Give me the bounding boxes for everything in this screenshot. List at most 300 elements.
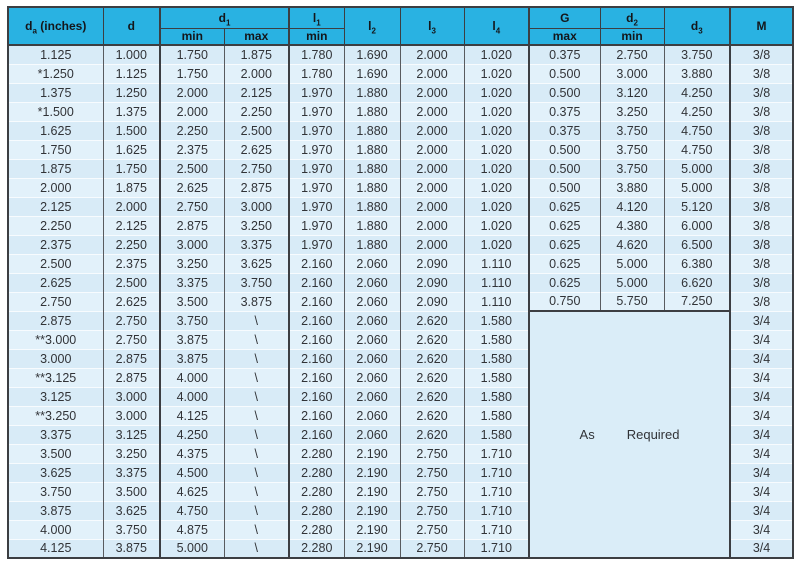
table-cell: 1.970 [289, 140, 344, 159]
table-cell: 2.190 [344, 520, 400, 539]
table-cell: \ [224, 501, 289, 520]
table-cell: 2.375 [160, 140, 224, 159]
table-cell: 2.000 [8, 178, 103, 197]
table-cell: 2.620 [400, 330, 464, 349]
table-cell: 3.375 [160, 273, 224, 292]
table-cell: 0.625 [529, 197, 600, 216]
table-cell: 1.970 [289, 121, 344, 140]
table-cell: 1.880 [344, 140, 400, 159]
table-cell: 3.750 [160, 311, 224, 330]
table-cell: 3/8 [730, 235, 793, 254]
table-cell: 3/8 [730, 178, 793, 197]
table-cell: 1.020 [464, 121, 529, 140]
table-cell: 1.110 [464, 254, 529, 273]
table-cell: 2.090 [400, 292, 464, 311]
table-cell: 3/4 [730, 330, 793, 349]
table-cell: 0.625 [529, 254, 600, 273]
table-cell: 1.110 [464, 292, 529, 311]
table-cell: 2.875 [224, 178, 289, 197]
table-cell: \ [224, 330, 289, 349]
table-cell: 2.125 [8, 197, 103, 216]
table-row [8, 273, 793, 292]
table-cell: 2.060 [344, 254, 400, 273]
table-cell: 2.280 [289, 482, 344, 501]
table-cell: 1.020 [464, 197, 529, 216]
table-cell: 1.020 [464, 235, 529, 254]
table-cell: 5.000 [600, 273, 664, 292]
table-cell: 2.750 [600, 45, 664, 64]
table-cell: 2.000 [400, 159, 464, 178]
table-cell: 3/4 [730, 387, 793, 406]
table-cell: 1.580 [464, 406, 529, 425]
table-cell: 1.625 [8, 121, 103, 140]
table-cell: 1.580 [464, 368, 529, 387]
table-cell: 3.625 [224, 254, 289, 273]
table-cell: 4.620 [600, 235, 664, 254]
table-cell: 2.060 [344, 311, 400, 330]
table-cell: 2.375 [103, 254, 160, 273]
table-row [8, 197, 793, 216]
table-cell: 2.750 [224, 159, 289, 178]
table-cell: 3.750 [224, 273, 289, 292]
table-cell: 2.060 [344, 368, 400, 387]
table-cell: 2.620 [400, 349, 464, 368]
table-cell: 3/8 [730, 83, 793, 102]
table-cell: 2.000 [400, 83, 464, 102]
table-cell: 3.875 [224, 292, 289, 311]
table-cell: 2.500 [103, 273, 160, 292]
table-cell: 1.880 [344, 102, 400, 121]
table-cell: 3.375 [224, 235, 289, 254]
table-cell: 1.020 [464, 45, 529, 64]
as-required-word-1: As [579, 427, 595, 442]
table-cell: 2.000 [160, 102, 224, 121]
table-cell: 1.020 [464, 159, 529, 178]
table-cell: 2.190 [344, 463, 400, 482]
table-cell: 4.000 [160, 387, 224, 406]
table-cell: 2.250 [160, 121, 224, 140]
table-cell: 2.625 [103, 292, 160, 311]
table-cell: 5.750 [600, 292, 664, 311]
table-cell: 3/8 [730, 197, 793, 216]
table-cell: 1.375 [103, 102, 160, 121]
table-cell: 3.250 [600, 102, 664, 121]
table-cell: 0.750 [529, 292, 600, 311]
table-cell: 6.500 [664, 235, 730, 254]
table-row [8, 159, 793, 178]
table-cell: 1.110 [464, 273, 529, 292]
table-cell: 0.375 [529, 102, 600, 121]
table-cell: 3.875 [160, 349, 224, 368]
table-cell: 1.970 [289, 197, 344, 216]
table-cell: 3/4 [730, 444, 793, 463]
subheader-d2-min: min [600, 28, 664, 45]
table-cell: 2.060 [344, 387, 400, 406]
table-cell: 2.250 [8, 216, 103, 235]
col-header-M: M [730, 7, 793, 45]
table-cell: 3/8 [730, 292, 793, 311]
spec-table-frame [7, 6, 794, 559]
table-cell: 3.375 [103, 463, 160, 482]
table-cell: 2.190 [344, 482, 400, 501]
table-cell: 3.500 [8, 444, 103, 463]
table-cell: 2.875 [160, 216, 224, 235]
col-header-d3: $d_3$ [664, 7, 730, 45]
table-cell: 1.880 [344, 83, 400, 102]
table-cell: 3.125 [8, 387, 103, 406]
table-row [8, 102, 793, 121]
table-cell: 2.000 [400, 45, 464, 64]
table-cell: 1.750 [103, 159, 160, 178]
table-cell: *1.500 [8, 102, 103, 121]
table-cell: 1.875 [103, 178, 160, 197]
table-cell: 1.970 [289, 178, 344, 197]
table-cell: 3/4 [730, 311, 793, 330]
table-row [8, 121, 793, 140]
table-cell: 2.280 [289, 520, 344, 539]
table-cell: 3/8 [730, 45, 793, 64]
table-cell: 2.250 [103, 235, 160, 254]
col-header-da: $d_a$ (inches) [8, 7, 103, 45]
table-cell: 3.000 [600, 64, 664, 83]
table-cell: 3.750 [664, 45, 730, 64]
table-cell: 1.710 [464, 463, 529, 482]
table-cell: 2.000 [400, 235, 464, 254]
table-cell: 0.625 [529, 235, 600, 254]
table-cell: 1.250 [103, 83, 160, 102]
table-cell: 2.750 [103, 330, 160, 349]
table-header [8, 7, 793, 45]
table-cell: 3.750 [600, 159, 664, 178]
table-cell: 6.000 [664, 216, 730, 235]
table-cell: 2.125 [224, 83, 289, 102]
table-cell: 1.580 [464, 387, 529, 406]
table-cell: 2.000 [400, 102, 464, 121]
table-cell: 2.750 [400, 539, 464, 558]
table-cell: 2.620 [400, 368, 464, 387]
table-cell: 0.625 [529, 216, 600, 235]
table-cell: **3.125 [8, 368, 103, 387]
table-cell: 4.250 [664, 83, 730, 102]
table-cell: 1.580 [464, 330, 529, 349]
table-row [8, 64, 793, 83]
table-cell: 1.875 [8, 159, 103, 178]
table-cell: 1.020 [464, 64, 529, 83]
col-header-d: d [103, 7, 160, 45]
table-cell: 1.710 [464, 482, 529, 501]
table-cell: 2.060 [344, 292, 400, 311]
table-cell: 2.000 [400, 121, 464, 140]
table-cell: 2.625 [160, 178, 224, 197]
table-cell: 2.090 [400, 273, 464, 292]
table-cell: 2.160 [289, 311, 344, 330]
table-cell: 2.160 [289, 273, 344, 292]
table-cell: 1.880 [344, 216, 400, 235]
table-cell: 4.750 [664, 121, 730, 140]
table-row [8, 311, 793, 330]
table-cell: 3/4 [730, 425, 793, 444]
col-header-l1: $l_1$ [289, 7, 344, 28]
table-cell: 1.020 [464, 216, 529, 235]
table-cell: 2.160 [289, 292, 344, 311]
table-cell: 4.125 [160, 406, 224, 425]
table-row [8, 216, 793, 235]
table-cell: 3.880 [600, 178, 664, 197]
table-cell: 4.000 [8, 520, 103, 539]
table-cell: 2.160 [289, 387, 344, 406]
table-cell: 3.625 [103, 501, 160, 520]
table-cell: **3.000 [8, 330, 103, 349]
table-cell: 2.625 [224, 140, 289, 159]
table-cell: 3.875 [103, 539, 160, 558]
table-row [8, 83, 793, 102]
table-cell: 6.380 [664, 254, 730, 273]
table-cell: 3.120 [600, 83, 664, 102]
subheader-G-max: max [529, 28, 600, 45]
table-row [8, 235, 793, 254]
table-cell: 2.875 [8, 311, 103, 330]
table-cell: 2.160 [289, 349, 344, 368]
table-cell: 0.625 [529, 273, 600, 292]
table-cell: 2.060 [344, 273, 400, 292]
table-cell: 2.620 [400, 387, 464, 406]
table-cell: 4.250 [664, 102, 730, 121]
table-cell: \ [224, 349, 289, 368]
col-header-l3: $l_3$ [400, 7, 464, 45]
table-cell: 1.880 [344, 121, 400, 140]
table-cell: 2.090 [400, 254, 464, 273]
table-cell: 2.280 [289, 501, 344, 520]
table-cell: 4.875 [160, 520, 224, 539]
table-body [8, 45, 793, 558]
table-cell: 2.875 [103, 349, 160, 368]
table-cell: 3/4 [730, 501, 793, 520]
table-cell: 3.000 [224, 197, 289, 216]
table-cell: 1.020 [464, 178, 529, 197]
table-row [8, 45, 793, 64]
table-cell: 1.880 [344, 197, 400, 216]
table-cell: 1.710 [464, 539, 529, 558]
table-cell: 5.000 [160, 539, 224, 558]
table-row [8, 254, 793, 273]
table-cell: 2.750 [400, 482, 464, 501]
table-cell: 3/8 [730, 140, 793, 159]
table-cell: 4.750 [664, 140, 730, 159]
as-required-cell [529, 311, 730, 558]
table-cell: 2.190 [344, 501, 400, 520]
table-cell: 1.020 [464, 102, 529, 121]
table-cell: 3.000 [8, 349, 103, 368]
table-cell: 2.000 [400, 197, 464, 216]
table-cell: \ [224, 311, 289, 330]
col-header-l4: $l_4$ [464, 7, 529, 45]
table-cell: 2.125 [103, 216, 160, 235]
table-cell: 1.580 [464, 425, 529, 444]
table-cell: 3/4 [730, 368, 793, 387]
table-row [8, 178, 793, 197]
as-required-word-2: Required [626, 427, 680, 442]
table-cell: 3.625 [8, 463, 103, 482]
table-cell: 2.625 [8, 273, 103, 292]
table-cell: \ [224, 425, 289, 444]
table-cell: 2.000 [400, 64, 464, 83]
table-cell: 3.125 [103, 425, 160, 444]
table-cell: 1.690 [344, 45, 400, 64]
table-cell: 1.690 [344, 64, 400, 83]
table-cell: *1.250 [8, 64, 103, 83]
table-cell: 3/8 [730, 121, 793, 140]
table-cell: 3.250 [160, 254, 224, 273]
table-cell: 2.250 [224, 102, 289, 121]
table-cell: 5.000 [664, 178, 730, 197]
table-cell: 1.000 [103, 45, 160, 64]
table-cell: 1.780 [289, 64, 344, 83]
table-cell: 2.000 [103, 197, 160, 216]
table-cell: 2.750 [400, 520, 464, 539]
table-cell: 1.580 [464, 349, 529, 368]
table-cell: 3.250 [224, 216, 289, 235]
table-cell: 3.000 [160, 235, 224, 254]
table-cell: 2.750 [103, 311, 160, 330]
table-cell: 2.620 [400, 311, 464, 330]
subheader-d1-max: max [224, 28, 289, 45]
table-cell: 1.750 [160, 64, 224, 83]
col-header-l2: $l_2$ [344, 7, 400, 45]
table-cell: 2.620 [400, 425, 464, 444]
table-cell: \ [224, 368, 289, 387]
table-cell: 4.375 [160, 444, 224, 463]
table-cell: 1.750 [160, 45, 224, 64]
table-cell: \ [224, 387, 289, 406]
table-cell: 2.000 [160, 83, 224, 102]
table-cell: 1.780 [289, 45, 344, 64]
table-cell: 2.000 [400, 216, 464, 235]
table-cell: 3/4 [730, 539, 793, 558]
table-cell: 1.875 [224, 45, 289, 64]
table-cell: 2.000 [224, 64, 289, 83]
table-cell: 2.160 [289, 254, 344, 273]
col-header-G: G [529, 7, 600, 28]
table-row [8, 140, 793, 159]
table-cell: 3.880 [664, 64, 730, 83]
table-cell: 3.000 [103, 406, 160, 425]
table-cell: 2.280 [289, 539, 344, 558]
table-cell: 4.500 [160, 463, 224, 482]
table-cell: 4.000 [160, 368, 224, 387]
table-cell: 3/8 [730, 216, 793, 235]
table-cell: 1.970 [289, 159, 344, 178]
table-cell: 1.970 [289, 83, 344, 102]
table-cell: 1.020 [464, 140, 529, 159]
col-header-d1: $d_1$ [160, 7, 289, 28]
table-cell: 2.500 [8, 254, 103, 273]
table-cell: 3.250 [103, 444, 160, 463]
table-cell: 3.500 [160, 292, 224, 311]
table-cell: 1.880 [344, 235, 400, 254]
table-cell: \ [224, 463, 289, 482]
table-cell: 1.710 [464, 501, 529, 520]
table-cell: 2.190 [344, 444, 400, 463]
table-cell: 1.710 [464, 520, 529, 539]
table-cell: 2.000 [400, 178, 464, 197]
table-cell: 3.000 [103, 387, 160, 406]
table-cell: 4.125 [8, 539, 103, 558]
table-cell: 2.060 [344, 349, 400, 368]
table-cell: 2.000 [400, 140, 464, 159]
table-cell: 3.750 [600, 121, 664, 140]
table-cell: 2.500 [224, 121, 289, 140]
table-cell: 5.000 [664, 159, 730, 178]
table-row [8, 292, 793, 311]
table-cell: 1.580 [464, 311, 529, 330]
table-cell: 4.625 [160, 482, 224, 501]
table-cell: 3/8 [730, 159, 793, 178]
table-cell: 0.500 [529, 159, 600, 178]
table-cell: 2.500 [160, 159, 224, 178]
table-cell: 2.750 [400, 501, 464, 520]
table-cell: 1.880 [344, 159, 400, 178]
table-cell: 2.280 [289, 463, 344, 482]
table-cell: 4.250 [160, 425, 224, 444]
table-cell: 3/4 [730, 482, 793, 501]
table-cell: 3/8 [730, 254, 793, 273]
dimension-spec-table [7, 6, 794, 559]
table-cell: 6.620 [664, 273, 730, 292]
table-cell: 1.970 [289, 216, 344, 235]
table-cell: \ [224, 520, 289, 539]
table-cell: 0.375 [529, 45, 600, 64]
table-cell: 5.000 [600, 254, 664, 273]
table-cell: 1.125 [103, 64, 160, 83]
table-cell: 1.020 [464, 83, 529, 102]
table-cell: 3.875 [160, 330, 224, 349]
table-cell: 3/8 [730, 273, 793, 292]
table-cell: 3/4 [730, 520, 793, 539]
table-cell: 3.750 [8, 482, 103, 501]
col-header-d2: $d_2$ [600, 7, 664, 28]
table-cell: 2.280 [289, 444, 344, 463]
table-cell: 2.750 [400, 444, 464, 463]
table-cell: 3/8 [730, 102, 793, 121]
table-cell: \ [224, 482, 289, 501]
table-cell: 3/4 [730, 349, 793, 368]
subheader-d1-min: min [160, 28, 224, 45]
table-cell: 1.710 [464, 444, 529, 463]
table-cell: 1.750 [8, 140, 103, 159]
table-cell: 3/4 [730, 406, 793, 425]
table-cell: 4.120 [600, 197, 664, 216]
table-cell: 3/4 [730, 463, 793, 482]
table-cell: \ [224, 406, 289, 425]
table-cell: 3.750 [103, 520, 160, 539]
table-cell: 3.750 [600, 140, 664, 159]
table-cell: 0.375 [529, 121, 600, 140]
table-cell: \ [224, 444, 289, 463]
table-cell: 2.160 [289, 330, 344, 349]
table-cell: 0.500 [529, 64, 600, 83]
table-cell: 5.120 [664, 197, 730, 216]
table-cell: 2.160 [289, 425, 344, 444]
table-cell: 4.380 [600, 216, 664, 235]
table-cell: 2.060 [344, 425, 400, 444]
table-cell: 2.620 [400, 406, 464, 425]
table-cell: 2.750 [160, 197, 224, 216]
table-cell: 1.970 [289, 102, 344, 121]
table-cell: 2.160 [289, 406, 344, 425]
table-cell: 2.060 [344, 406, 400, 425]
table-cell: 1.125 [8, 45, 103, 64]
table-cell: 2.875 [103, 368, 160, 387]
